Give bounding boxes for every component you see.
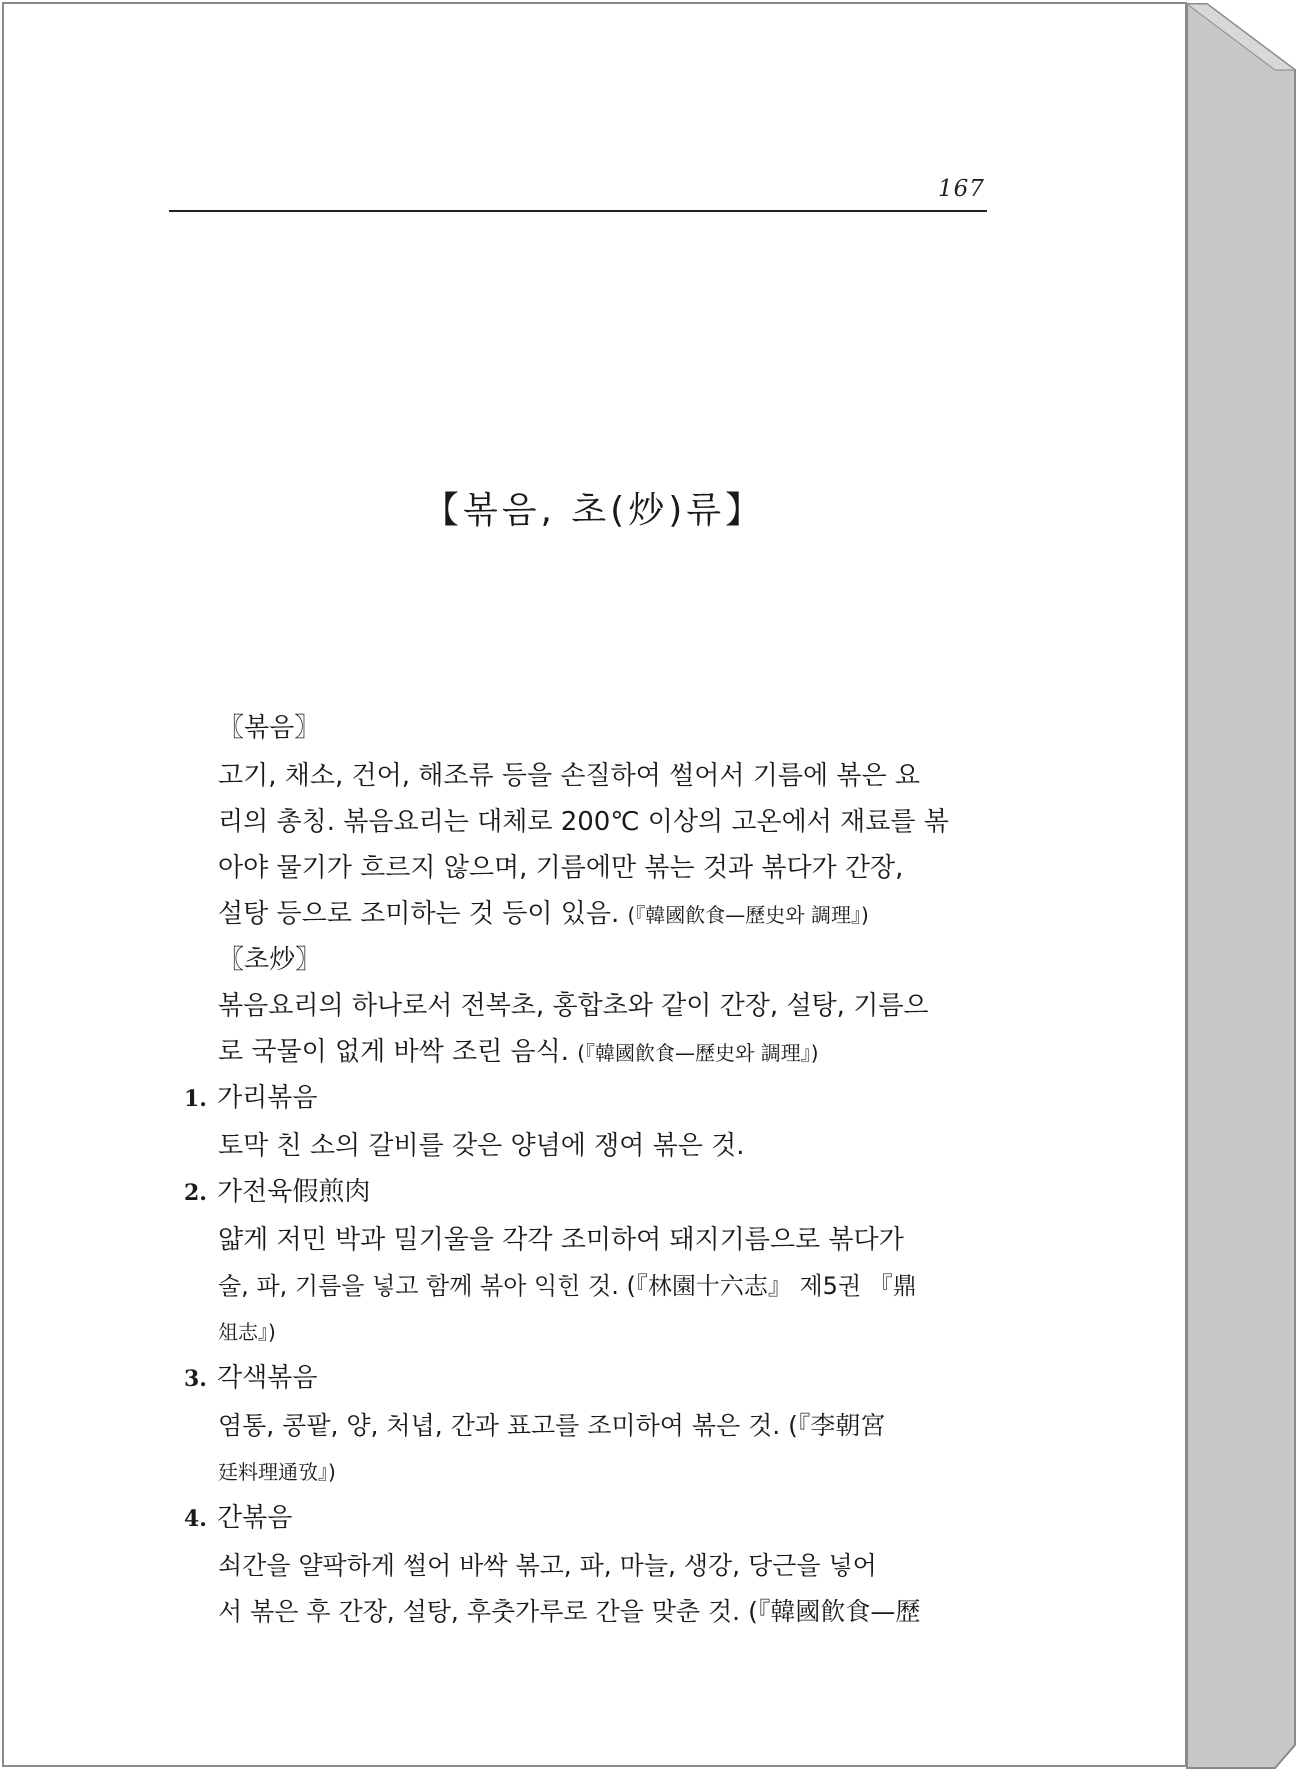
page-number: 167 [938, 176, 985, 202]
entry-line: 술, 파, 기름을 넣고 함께 볶아 익힌 것. (『林園十六志』 제5권 『鼎 [218, 1272, 917, 1300]
entry-heading [184, 1500, 292, 1536]
entry-line: 서 볶은 후 간장, 설탕, 후춧가루로 간을 맞춘 것. (『韓國飮食—歷 [218, 1597, 921, 1626]
definition-text: 설탕 등으로 조미하는 것 등이 있음. [218, 899, 620, 929]
book-page [2, 2, 1187, 1767]
entry-line: 廷料理通攷』) [218, 1460, 336, 1484]
definition-source: (『韓國飮食—歷史와 調理』) [627, 903, 869, 927]
entry-number: 2. [184, 1180, 207, 1206]
definition-term: 〖볶음〗 [218, 713, 321, 743]
entry-number: 4. [184, 1506, 207, 1532]
entry-line: 염통, 콩팥, 양, 처녑, 간과 표고를 조미하여 볶은 것. (『李朝宮 [218, 1411, 886, 1440]
entry-line: 俎志』) [218, 1320, 276, 1344]
entry-number: 3. [184, 1366, 207, 1392]
entry-title: 간볶음 [216, 1503, 293, 1533]
entry-line: 토막 친 소의 갈비를 갖은 양념에 쟁여 볶은 것. [218, 1131, 745, 1161]
entry-number: 1. [184, 1086, 207, 1112]
definition-line: 아야 물기가 흐르지 않으며, 기름에만 볶는 것과 볶다가 간장, [218, 853, 904, 883]
entry-line: 쇠간을 얄팍하게 썰어 바싹 볶고, 파, 마늘, 생강, 당근을 넣어 [218, 1551, 877, 1580]
definition-text: 로 국물이 없게 바싹 조린 음식. [218, 1037, 569, 1067]
definition-last-line [218, 1034, 819, 1070]
entry-heading [184, 1360, 317, 1396]
entry-title: 가전육假煎肉 [216, 1177, 371, 1207]
definition-line: 고기, 채소, 건어, 해조류 등을 손질하여 썰어서 기름에 볶은 요 [218, 761, 920, 791]
definition-last-line [218, 896, 869, 932]
entry-title: 각색볶음 [216, 1363, 318, 1393]
definition-term: 〖초炒〗 [218, 945, 322, 975]
entry-line: 얇게 저민 박과 밀기울을 각각 조미하여 돼지기름으로 볶다가 [218, 1225, 904, 1255]
section-title: 【볶음, 초(炒)류】 [422, 490, 766, 531]
entry-heading [184, 1174, 370, 1210]
entry-title: 가리볶음 [216, 1083, 318, 1113]
entry-heading [184, 1080, 317, 1116]
definition-line: 리의 총칭. 볶음요리는 대체로 200℃ 이상의 고온에서 재료를 볶 [218, 807, 949, 837]
definition-line: 볶음요리의 하나로서 전복초, 홍합초와 같이 간장, 설탕, 기름으 [218, 991, 929, 1021]
header-rule [169, 210, 987, 212]
definition-source: (『韓國飮食—歷史와 調理』) [577, 1041, 819, 1065]
